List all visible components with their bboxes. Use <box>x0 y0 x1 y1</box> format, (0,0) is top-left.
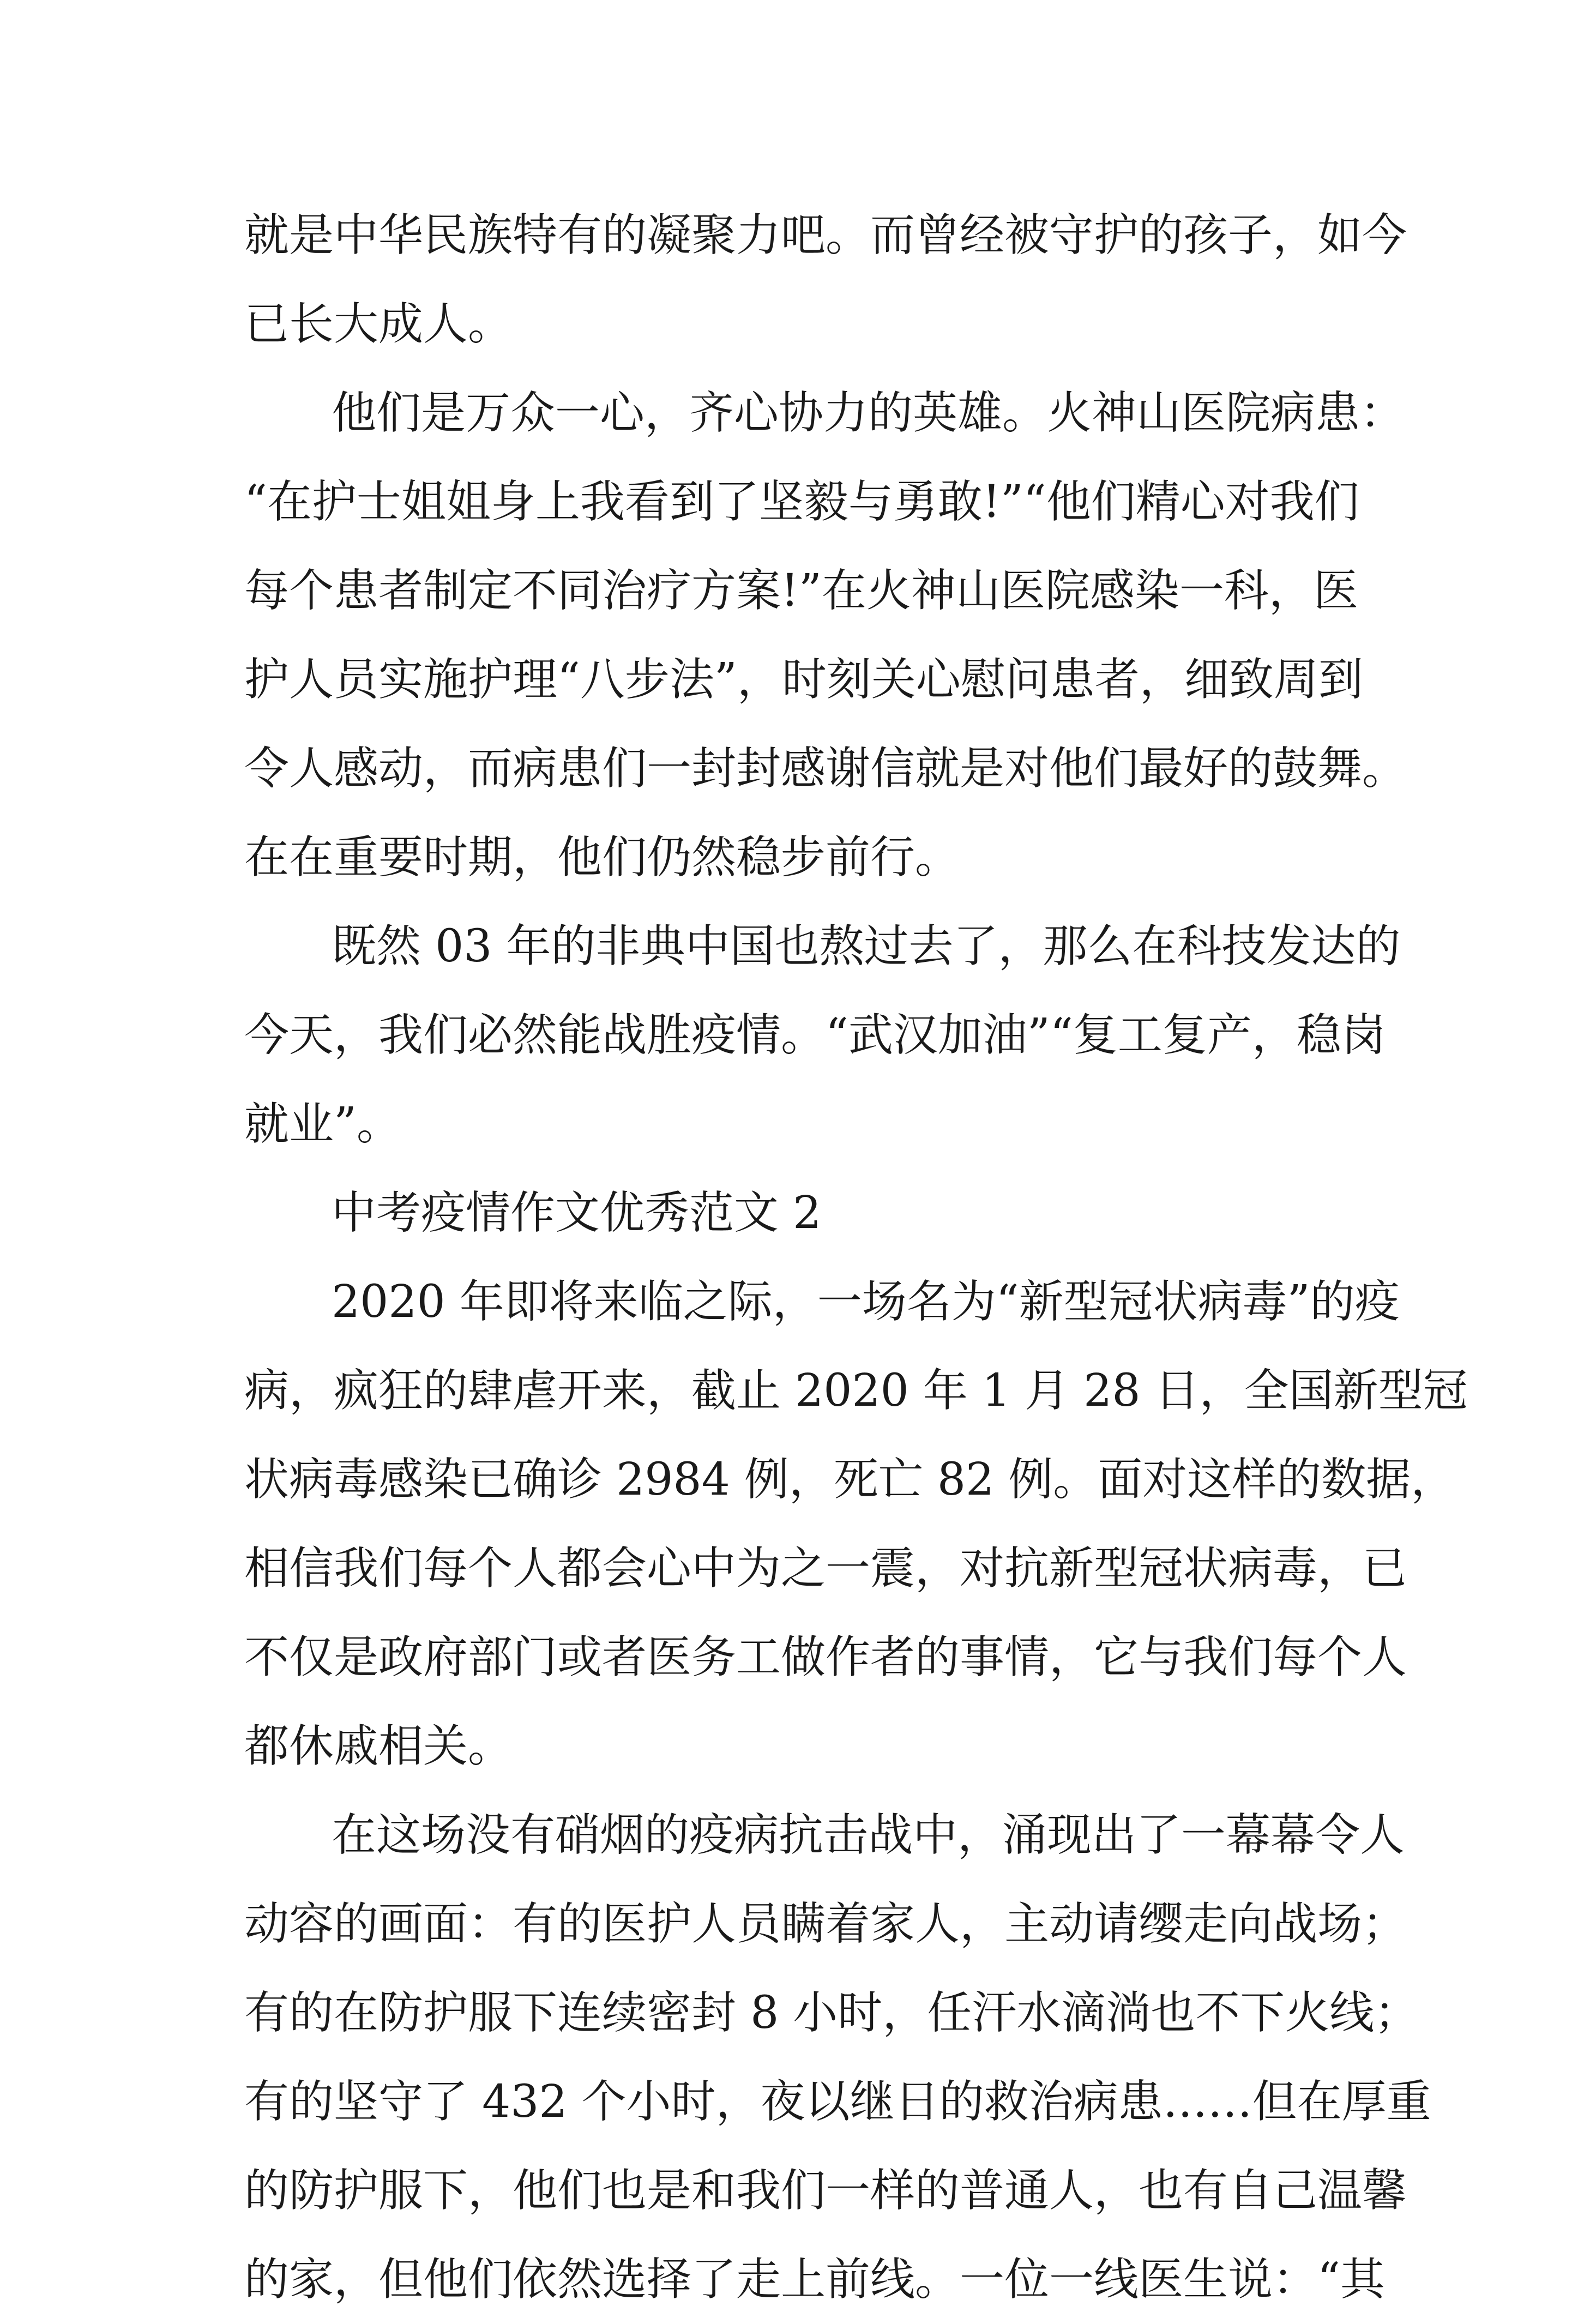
text-line: 每个患者制定不同治疗方案!”在火神山医院感染一科，医 <box>244 565 1358 617</box>
text-line: 既然 03 年的非典中国也熬过去了，那么在科技发达的 <box>332 920 1401 972</box>
text-line: 就业”。 <box>244 1098 401 1150</box>
text-line: 令人感动，而病患们一封封感谢信就是对他们最好的鼓舞。 <box>244 743 1407 794</box>
text-line: 在在重要时期，他们仍然稳步前行。 <box>244 832 960 883</box>
text-line: 2020 年即将来临之际，一场名为“新型冠状病毒”的疫 <box>332 1276 1400 1328</box>
document-body <box>244 191 1468 2324</box>
text-line: 有的坚守了 432 个小时，夜以继日的救治病患……但在厚重 <box>244 2076 1431 2128</box>
text-line: 有的在防护服下连续密封 8 小时，任汗水滴淌也不下火线； <box>244 1987 1419 2039</box>
text-line: 的防护服下，他们也是和我们一样的普通人，也有自己温馨 <box>244 2165 1407 2217</box>
text-line: 在这场没有硝烟的疫病抗击战中，涌现出了一幕幕令人 <box>332 1809 1405 1861</box>
text-line: 动容的画面：有的医护人员瞒着家人，主动请缨走向战场； <box>244 1898 1407 1950</box>
text-line: 状病毒感染已确诊 2984 例，死亡 82 例。面对这样的数据， <box>244 1454 1456 1506</box>
section-heading: 中考疫情作文优秀范文 2 <box>332 1187 822 1239</box>
text-line: 已长大成人。 <box>244 298 513 350</box>
text-line: 都休戚相关。 <box>244 1720 513 1772</box>
text-line: “在护士姐姐身上我看到了坚毅与勇敢!”“他们精心对我们 <box>244 476 1359 528</box>
text-line: 的家，但他们依然选择了走上前线。一位一线医生说：“其 <box>244 2254 1385 2305</box>
text-line: 今天，我们必然能战胜疫情。“武汉加油”“复工复产，稳岗 <box>244 1009 1386 1061</box>
text-line: 就是中华民族特有的凝聚力吧。而曾经被守护的孩子，如今 <box>244 209 1407 261</box>
text-line: 相信我们每个人都会心中为之一震，对抗新型冠状病毒，已 <box>244 1543 1407 1594</box>
text-line: 护人员实施护理“八步法”，时刻关心慰问患者，细致周到 <box>244 654 1363 706</box>
text-line: 病，疯狂的肆虐开来，截止 2020 年 1 月 28 日，全国新型冠 <box>244 1365 1468 1417</box>
text-line: 他们是万众一心，齐心协力的英雄。火神山医院病患： <box>332 387 1405 439</box>
text-line: 不仅是政府部门或者医务工做作者的事情，它与我们每个人 <box>244 1631 1407 1683</box>
